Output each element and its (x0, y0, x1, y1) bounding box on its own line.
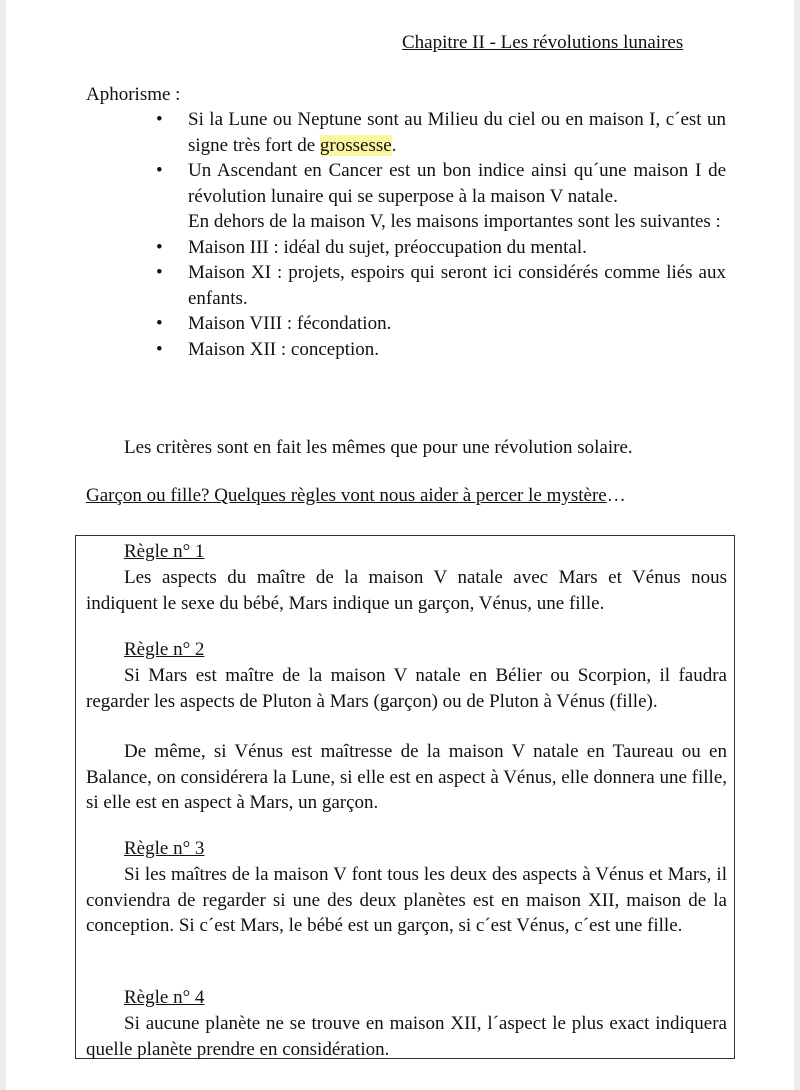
bullet-icon: • (156, 262, 163, 283)
rule-3-title: Règle n° 3 (124, 838, 205, 859)
list-item-text: Maison VIII : fécondation. (188, 313, 392, 334)
rule-2-text-a: Si Mars est maître de la maison V natale en Bélier ou Scorpion, il faudra regarder les aspects de Pluton à Mars (garçon) ou de Pluton à Vénus (fille). (86, 665, 727, 712)
bullet-icon: • (156, 160, 163, 181)
list-item-text: Maison III : idéal du sujet, préoccupation du mental. (188, 236, 587, 258)
bullet-icon: • (156, 236, 163, 258)
rule-3-text: Si les maîtres de la maison V font tous les deux des aspects à Vénus et Mars, il conviendra de regarder si une des deux planètes est en maison XII, maison de la conception. Si c´est Mars, le bébé est un garçon, si c´est Vénus, c´est une fille. (86, 864, 727, 936)
bullet-icon: • (156, 338, 163, 360)
list-item (152, 311, 726, 337)
question-text: Garçon ou fille? Quelques règles vont nous aider à percer le mystère (86, 485, 607, 506)
list-item-text: Un Ascendant en Cancer est un bon indice ainsi qu´une maison I de révolution lunaire qui se superpose à la maison V natale. (188, 160, 726, 207)
page-margin-right (794, 0, 800, 1090)
list-item-text: Maison XII : conception. (188, 338, 380, 360)
question-ellipsis: … (606, 485, 626, 506)
list-item (152, 337, 726, 363)
section-question (86, 485, 626, 507)
bullet-icon: • (156, 313, 163, 334)
rule-4-text: Si aucune planète ne se trouve en maison XII, l´aspect le plus exact indiquera quelle planète prendre en considération. (86, 1013, 727, 1060)
rule-4-title: Règle n° 4 (124, 987, 205, 1008)
aphorism-title: Aphorisme : (86, 84, 181, 105)
rule-2-title: Règle n° 2 (124, 639, 205, 660)
list-item (152, 107, 726, 158)
criteria-paragraph: Les critères sont en fait les mêmes que pour une révolution solaire. (124, 437, 633, 458)
list-item-text-end: . (391, 134, 397, 156)
list-item (152, 235, 726, 261)
rule-1-title: Règle n° 1 (124, 541, 205, 562)
highlighted-word: grossesse (319, 134, 392, 156)
aphorism-list (152, 107, 726, 362)
list-item-text: Si la Lune ou Neptune sont au Milieu du ciel ou en maison I, c´est un signe très fort de (188, 109, 726, 156)
list-item-text: Maison XI : projets, espoirs qui seront ici considérés comme liés aux enfants. (188, 262, 726, 309)
chapter-title: Chapitre II - Les révolutions lunaires (402, 32, 684, 53)
list-item (152, 158, 726, 209)
list-continuation-paragraph: En dehors de la maison V, les maisons importantes sont les suivantes : (188, 211, 721, 232)
rules-box (75, 535, 735, 1059)
list-item (152, 260, 726, 311)
rule-1-text: Les aspects du maître de la maison V natale avec Mars et Vénus nous indiquent le sexe du bébé, Mars indique un garçon, Vénus, une fille. (86, 567, 727, 614)
bullet-icon: • (156, 109, 163, 130)
rule-2-text-b: De même, si Vénus est maîtresse de la maison V natale en Taureau ou en Balance, on considérera la Lune, si elle est en aspect à Vénus, elle donnera une fille, si elle est en aspect à Mars, un garçon. (86, 741, 727, 813)
document-page (6, 0, 794, 1090)
